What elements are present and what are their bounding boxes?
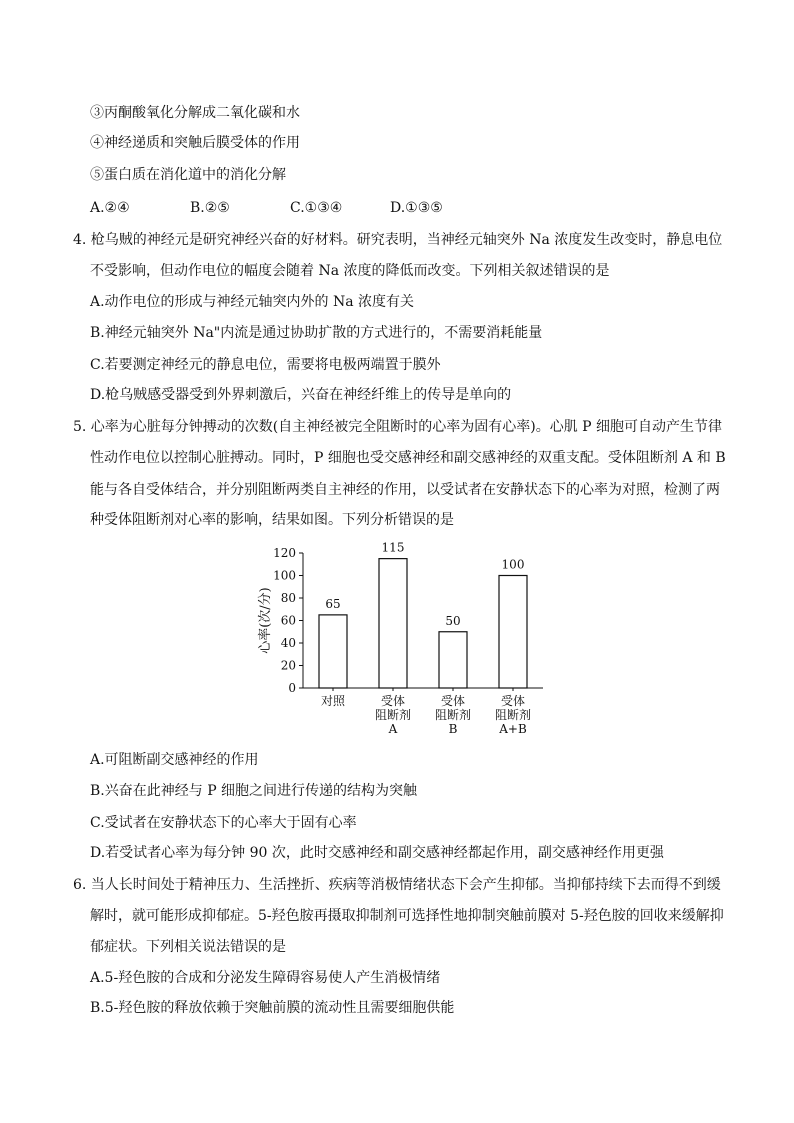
- y-axis-label: 心率(次/分): [258, 587, 273, 654]
- bar-value-label: 100: [501, 557, 525, 572]
- statement-4: ④神经递质和突触后膜受体的作用: [90, 135, 300, 151]
- statement-5: ⑤蛋白质在消化道中的消化分解: [90, 167, 286, 183]
- y-tick-label: 100: [273, 568, 296, 583]
- q5-stem-line4: 种受体阻断剂对心率的影响，结果如图。下列分析错误的是: [90, 512, 454, 528]
- q4-stem-line2: 不受影响，但动作电位的幅度会随着 Na 浓度的降低而改变。下列相关叙述错误的是: [90, 263, 610, 279]
- q3-option-c: C.①③④: [290, 200, 343, 216]
- q5-option-c: C.受试者在安静状态下的心率大于固有心率: [90, 815, 357, 831]
- q4-option-a: A.动作电位的形成与神经元轴突内外的 Na 浓度有关: [90, 294, 415, 310]
- x-tick-label: 受体: [380, 694, 406, 708]
- bar-value-label: 50: [445, 613, 461, 628]
- bar: [379, 559, 407, 688]
- q6-stem-line3: 郁症状。下列相关说法错误的是: [90, 939, 286, 955]
- q5-stem-line2: 性动作电位以控制心脏搏动。同时，P 细胞也受交感神经和副交感神经的双重支配。受体阻断剂 A 和 B: [90, 450, 726, 466]
- q4-option-c: C.若要测定神经元的静息电位，需要将电极两端置于膜外: [90, 357, 441, 373]
- q5-stem-line1: 5. 心率为心脏每分钟搏动的次数(自主神经被完全阻断时的心率为固有心率)。心肌 P 细胞可自动产生节律: [73, 419, 723, 435]
- y-tick-label: 60: [280, 613, 296, 628]
- y-tick-label: 20: [280, 658, 296, 673]
- x-tick-label: 受体: [440, 694, 466, 708]
- q4-option-d: D.枪乌贼感受器受到外界刺激后，兴奋在神经纤维上的传导是单向的: [90, 387, 512, 403]
- x-tick-label: A+B: [499, 722, 527, 736]
- heart-rate-bar-chart: [255, 540, 555, 745]
- x-tick-label: 对照: [320, 694, 346, 708]
- x-tick-label: 阻断剂: [374, 708, 412, 722]
- bar-value-label: 115: [381, 540, 405, 555]
- q3-option-d: D.①③⑤: [390, 200, 443, 216]
- x-tick-label: 阻断剂: [434, 708, 472, 722]
- x-tick-label: 阻断剂: [494, 708, 532, 722]
- x-tick-label: B: [448, 722, 458, 736]
- y-tick-label: 40: [280, 636, 296, 650]
- q6-stem-line2: 解时，就可能形成抑郁症。5-羟色胺再摄取抑制剂可选择性地抑制突触前膜对 5-羟色胺的回收来缓解抑: [90, 908, 724, 924]
- bar: [439, 632, 467, 688]
- q6-stem-line1: 6. 当人长时间处于精神压力、生活挫折、疾病等消极情绪状态下会产生抑郁。当抑郁持续下去而得不到缓: [73, 877, 721, 893]
- q5-stem-line3: 能与各自受体结合，并分别阻断两类自主神经的作用，以受试者在安静状态下的心率为对照，检测了两: [90, 482, 720, 498]
- bar-value-label: 65: [325, 596, 341, 611]
- q4-option-b: B.神经元轴突外 Na"内流是通过协助扩散的方式进行的，不需要消耗能量: [90, 325, 543, 341]
- q6-option-b: B.5-羟色胺的释放依赖于突触前膜的流动性且需要细胞供能: [90, 1000, 455, 1016]
- q6-option-a: A.5-羟色胺的合成和分泌发生障碍容易使人产生消极情绪: [90, 970, 441, 986]
- bar: [319, 615, 347, 688]
- q3-option-b: B.②⑤: [190, 200, 230, 216]
- q5-option-d: D.若受试者心率为每分钟 90 次，此时交感神经和副交感神经都起作用，副交感神经作用更强: [90, 845, 664, 861]
- q5-option-b: B.兴奋在此神经与 P 细胞之间进行传递的结构为突触: [90, 783, 418, 799]
- y-tick-label: 0: [288, 681, 296, 695]
- x-tick-label: 受体: [500, 694, 526, 708]
- y-tick-label: 80: [280, 591, 296, 605]
- q5-option-a: A.可阻断副交感神经的作用: [90, 752, 259, 768]
- y-tick-label: 120: [273, 546, 296, 560]
- q3-option-a: A.②④: [90, 200, 130, 216]
- q4-stem-line1: 4. 枪乌贼的神经元是研究神经兴奋的好材料。研究表明，当神经元轴突外 Na 浓度发生改变时，静息电位: [73, 232, 723, 248]
- bar: [499, 576, 527, 689]
- statement-3: ③丙酮酸氧化分解成二氧化碳和水: [90, 105, 300, 121]
- x-tick-label: A: [388, 722, 398, 736]
